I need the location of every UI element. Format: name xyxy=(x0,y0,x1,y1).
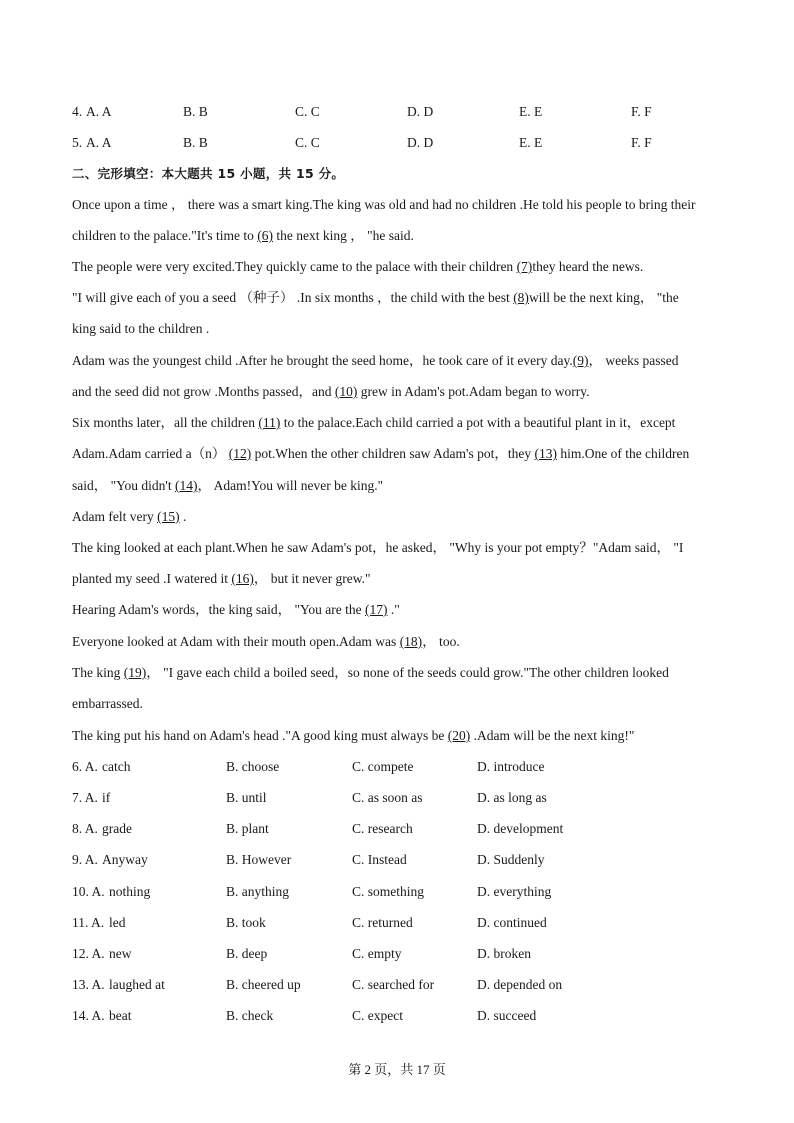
option-d: D. depended on xyxy=(477,977,563,992)
option-b: B. B xyxy=(183,135,208,150)
option-c: C. searched for xyxy=(352,977,435,992)
blank-6: (6) xyxy=(257,228,274,243)
option-c: C. compete xyxy=(352,759,414,774)
passage-line xyxy=(72,352,722,370)
page-footer: 第 2 页，共 17 页 xyxy=(348,1062,446,1077)
option-b: B. B xyxy=(183,104,208,119)
passage-text: and the seed did not grow .Months passed，and xyxy=(72,384,335,399)
passage-text: The king xyxy=(72,665,124,680)
option-b: B. anything xyxy=(226,884,289,899)
section-title: 二、完形填空：本大题共 15 小题，共 15 分。 xyxy=(72,166,345,181)
option-f: F. F xyxy=(631,104,652,119)
passage-text: The king put his hand on Adam's head ."A good king must always be xyxy=(72,728,448,743)
option-d: D. Suddenly xyxy=(477,852,545,867)
passage-text: ， Adam!You will never be king." xyxy=(197,478,384,493)
option-a: beat xyxy=(109,1008,132,1023)
passage-line xyxy=(72,383,722,401)
question-number: 7. A. xyxy=(72,790,98,805)
passage-line: embarrassed. xyxy=(72,696,143,711)
blank-13: (13) xyxy=(534,446,557,461)
question-number: 4. xyxy=(72,104,83,119)
blank-16: (16) xyxy=(231,571,254,586)
passage-line xyxy=(72,258,722,276)
blank-10: (10) xyxy=(334,384,358,399)
passage-line: Once upon a time ， there was a smart king.The king was old and had no children .He told his people to bring their xyxy=(72,197,696,212)
question-row-9 xyxy=(72,851,722,869)
option-c: C. something xyxy=(352,884,425,899)
passage-text: to the palace.Each child carried a pot with a beautiful plant in it，except xyxy=(280,415,676,430)
passage-text: Hearing Adam's words，the king said， "You are the xyxy=(72,602,366,617)
passage-text: will be the next king， "the xyxy=(528,290,679,305)
question-row-14 xyxy=(72,1007,722,1025)
question-row-6 xyxy=(72,758,722,776)
passage-text: grew in Adam's pot.Adam began to worry. xyxy=(357,384,590,399)
passage-line xyxy=(72,664,722,682)
passage-text: the next king ， "he said. xyxy=(273,228,414,243)
blank-19: (19) xyxy=(123,665,147,680)
blank-7: (7) xyxy=(516,259,533,274)
option-b: B. cheered up xyxy=(226,977,301,992)
option-b: B. deep xyxy=(226,946,268,961)
option-c: C. empty xyxy=(352,946,402,961)
option-d: D. development xyxy=(477,821,564,836)
passage-line xyxy=(72,727,722,745)
passage-line xyxy=(72,289,722,307)
matching-row-5 xyxy=(72,134,722,152)
option-a: A. A xyxy=(86,104,112,119)
question-number: 11. A. xyxy=(72,915,105,930)
passage-text: ." xyxy=(387,602,400,617)
question-number: 14. A. xyxy=(72,1008,105,1023)
question-number: 8. A. xyxy=(72,821,98,836)
question-row-7 xyxy=(72,789,722,807)
blank-9: (9) xyxy=(572,353,589,368)
matching-row-4 xyxy=(72,103,722,121)
passage-text: they heard the news. xyxy=(532,259,644,274)
option-b: B. choose xyxy=(226,759,280,774)
passage-line xyxy=(72,570,722,588)
question-row-11 xyxy=(72,914,722,932)
question-number: 9. A. xyxy=(72,852,98,867)
question-number: 12. A. xyxy=(72,946,105,961)
option-d: D. as long as xyxy=(477,790,547,805)
option-a: grade xyxy=(102,821,132,836)
passage-line xyxy=(72,445,722,463)
option-c: C. as soon as xyxy=(352,790,423,805)
option-e: E. E xyxy=(519,135,543,150)
option-b: B. However xyxy=(226,852,292,867)
option-a: led xyxy=(109,915,126,930)
blank-18: (18) xyxy=(399,634,423,649)
passage-text: ， weeks passed xyxy=(588,353,679,368)
passage-text: him.One of the children xyxy=(556,446,690,461)
option-a: new xyxy=(109,946,132,961)
passage-text: . xyxy=(179,509,187,524)
option-b: B. plant xyxy=(226,821,269,836)
passage-line xyxy=(72,601,722,619)
passage-line xyxy=(72,508,722,526)
option-a: A. A xyxy=(86,135,112,150)
option-d: D. continued xyxy=(477,915,547,930)
passage-text: said， "You didn't xyxy=(72,478,175,493)
question-number: 5. xyxy=(72,135,83,150)
option-a: laughed at xyxy=(109,977,165,992)
question-number: 10. A. xyxy=(72,884,105,899)
option-b: B. took xyxy=(226,915,266,930)
option-c: C. Instead xyxy=(352,852,407,867)
option-c: C. C xyxy=(295,104,320,119)
blank-11: (11) xyxy=(258,415,281,430)
option-d: D. succeed xyxy=(477,1008,537,1023)
question-row-10 xyxy=(72,883,722,901)
passage-text: Adam felt very xyxy=(72,509,158,524)
option-d: D. introduce xyxy=(477,759,545,774)
passage-text: ， but it never grew." xyxy=(253,571,371,586)
passage-line xyxy=(72,477,722,495)
blank-15: (15) xyxy=(157,509,180,524)
option-f: F. F xyxy=(631,135,652,150)
passage-text: pot.When the other children saw Adam's pot，they xyxy=(251,446,535,461)
passage-text: children to the palace."It's time to xyxy=(72,228,258,243)
question-row-8 xyxy=(72,820,722,838)
passage-line: The king looked at each plant.When he saw Adam's pot，he asked， "Why is your pot empty？"Adam said， "I xyxy=(72,540,684,555)
option-a: catch xyxy=(102,759,131,774)
option-b: B. check xyxy=(226,1008,274,1023)
passage-text: Everyone looked at Adam with their mouth open.Adam was xyxy=(72,634,400,649)
option-d: D. broken xyxy=(477,946,531,961)
option-e: E. E xyxy=(519,104,543,119)
passage-text: ， too. xyxy=(422,634,460,649)
question-row-13 xyxy=(72,976,722,994)
passage-line xyxy=(72,633,722,651)
passage-text: ， "I gave each child a boiled seed，so none of the seeds could grow."The other children looked xyxy=(146,665,669,680)
passage-text: Adam was the youngest child .After he brought the seed home，he took care of it every day. xyxy=(72,353,573,368)
passage-text: "I will give each of you a seed （种子） .In six months ，the child with the best xyxy=(72,290,514,305)
passage-text: .Adam will be the next king!" xyxy=(470,728,635,743)
passage-line: king said to the children . xyxy=(72,321,210,336)
blank-17: (17) xyxy=(365,602,388,617)
option-a: nothing xyxy=(109,884,151,899)
blank-14: (14) xyxy=(174,478,198,493)
option-d: D. D xyxy=(407,104,434,119)
option-a: Anyway xyxy=(102,852,148,867)
question-number: 13. A. xyxy=(72,977,105,992)
blank-8: (8) xyxy=(513,290,529,305)
passage-text: Six months later，all the children xyxy=(72,415,259,430)
passage-line xyxy=(72,414,722,432)
option-d: D. D xyxy=(407,135,434,150)
option-c: C. C xyxy=(295,135,320,150)
passage-text: Adam.Adam carried a（n） xyxy=(72,446,229,461)
option-c: C. research xyxy=(352,821,413,836)
question-row-12 xyxy=(72,945,722,963)
option-c: C. expect xyxy=(352,1008,403,1023)
option-a: if xyxy=(102,790,111,805)
passage-text: planted my seed .I watered it xyxy=(72,571,232,586)
question-number: 6. A. xyxy=(72,759,98,774)
option-c: C. returned xyxy=(352,915,413,930)
blank-12: (12) xyxy=(228,446,252,461)
passage-text: The people were very excited.They quickly came to the palace with their children xyxy=(72,259,517,274)
option-d: D. everything xyxy=(477,884,552,899)
passage-line xyxy=(72,227,722,245)
blank-20: (20) xyxy=(447,728,471,743)
option-b: B. until xyxy=(226,790,267,805)
